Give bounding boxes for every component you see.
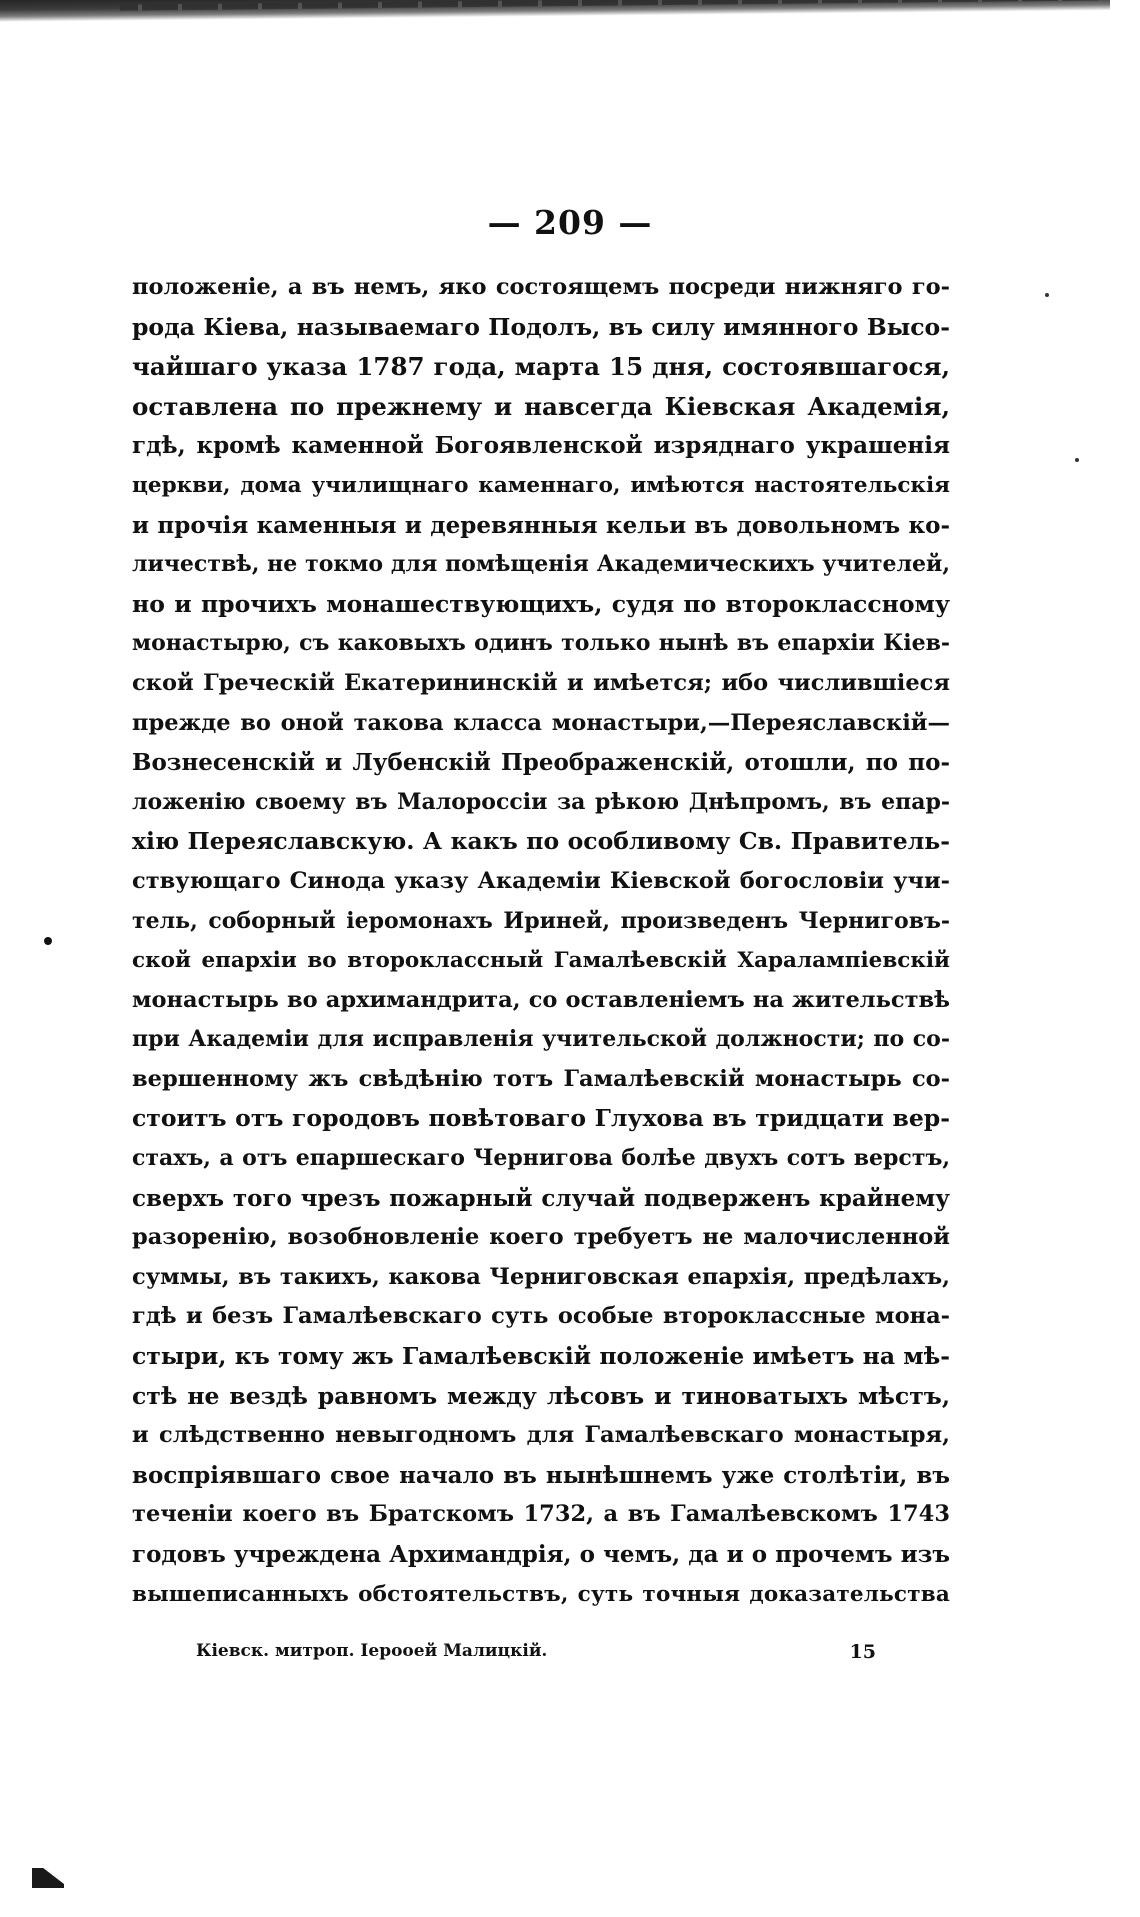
scan-top-edge [0,0,1110,22]
text-line: годовъ учреждена Архимандрія, о чемъ, да и о прочемъ изъ [132,1541,950,1568]
text-line: стыри, къ тому жъ Гамалѣевскій положеніе имѣетъ на мѣ- [132,1342,950,1371]
text-line: и прочія каменныя и деревянныя кельи въ довольномъ ко- [132,511,950,539]
text-line: сверхъ того чрезъ пожарный случай подверженъ крайнему [132,1184,950,1212]
body-text [132,268,950,1614]
text-line: гдѣ, кромѣ каменной Богоявленской изряднаго украшенія [132,432,950,460]
footer-signature: Кіевск. митроп. Іерооей Малицкій. [196,1641,548,1661]
footer-sheet-number: 15 [849,1641,876,1663]
text-line: ствующаго Синода указу Академіи Кіевской богословіи учи- [132,867,950,894]
page-number: — 209 — [487,203,653,242]
margin-dot [44,937,52,945]
text-line: и слѣдственно невыгодномъ для Гамалѣевскаго монастыря, [132,1422,950,1449]
text-line: монастырю, съ каковыхъ одинъ только нынѣ въ епархіи Кіев- [132,630,950,657]
text-line: стѣ не вездѣ равномъ между лѣсовъ и тиноватыхъ мѣстъ, [132,1381,950,1410]
margin-speck [1045,293,1049,297]
text-line: вершенному жъ свѣдѣнію тотъ Гамалѣевскій монастырь со- [132,1065,950,1092]
text-line: личествѣ, не токмо для помѣщенія Академическихъ учителей, [132,551,950,578]
text-line: но и прочихъ монашествующихъ, судя по второклассному [132,589,950,618]
text-line: ложенію своему въ Малороссіи за рѣкою Днѣпромъ, въ епар- [132,788,950,815]
text-line: положеніе, а въ немъ, яко состоящемъ посреди нижняго го- [132,274,950,300]
scan-bottom-mark [32,1868,64,1888]
text-line: гдѣ и безъ Гамалѣевскаго суть особые второклассные мона- [132,1303,950,1330]
margin-speck [1075,458,1079,462]
page-footer [196,1641,876,1671]
text-line: стоитъ отъ городовъ повѣтоваго Глухова въ тридцати вер- [132,1104,950,1133]
text-line: вышеписанныхъ обстоятельствъ, суть точныя доказательства [132,1581,950,1607]
text-line: стахъ, а отъ епаршескаго Чернигова болѣе двухъ сотъ верстъ, [132,1145,950,1172]
text-line: суммы, въ такихъ, какова Черниговская епархія, предѣлахъ, [132,1263,950,1290]
text-line: разоренію, возобновленіе коего требуетъ не малочисленной [132,1224,950,1251]
text-line: церкви, дома училищнаго каменнаго, имѣются настоятельскія [132,472,950,498]
text-line: прежде во оной такова класса монастыри,—Переяславскій— [132,709,950,736]
text-line: теченіи коего въ Братскомъ 1732, а въ Гамалѣевскомъ 1743 [132,1501,950,1528]
text-line: рода Кіева, называемаго Подолъ, въ силу имянного Высо- [132,312,950,341]
text-line: оставлена по прежнему и навсегда Кіевская Академія, [132,391,950,421]
text-line: ской Греческій Екатерининскій и имѣется; ибо числившіеся [132,669,950,696]
text-line: хію Переяславскую. А какъ по особливому Св. Правитель- [132,827,950,856]
text-line: ской епархіи во второклассный Гамалѣевскій Харалампіевскій [132,948,950,974]
text-line: монастырь во архимандрита, со оставленіемъ на жительствѣ [132,986,950,1013]
text-line: Вознесенскій и Лубенскій Преображенскій, отошли, по по- [132,749,950,777]
text-line: воспріявшаго свое начало въ нынѣшнемъ уже столѣтіи, въ [132,1461,950,1489]
text-line: тель, соборный іеромонахъ Ириней, произведенъ Черниговъ- [132,907,950,934]
text-line: при Академіи для исправленія учительской должности; по со- [132,1026,950,1053]
text-line: чайшаго указа 1787 года, марта 15 дня, состоявшагося, [132,352,950,382]
